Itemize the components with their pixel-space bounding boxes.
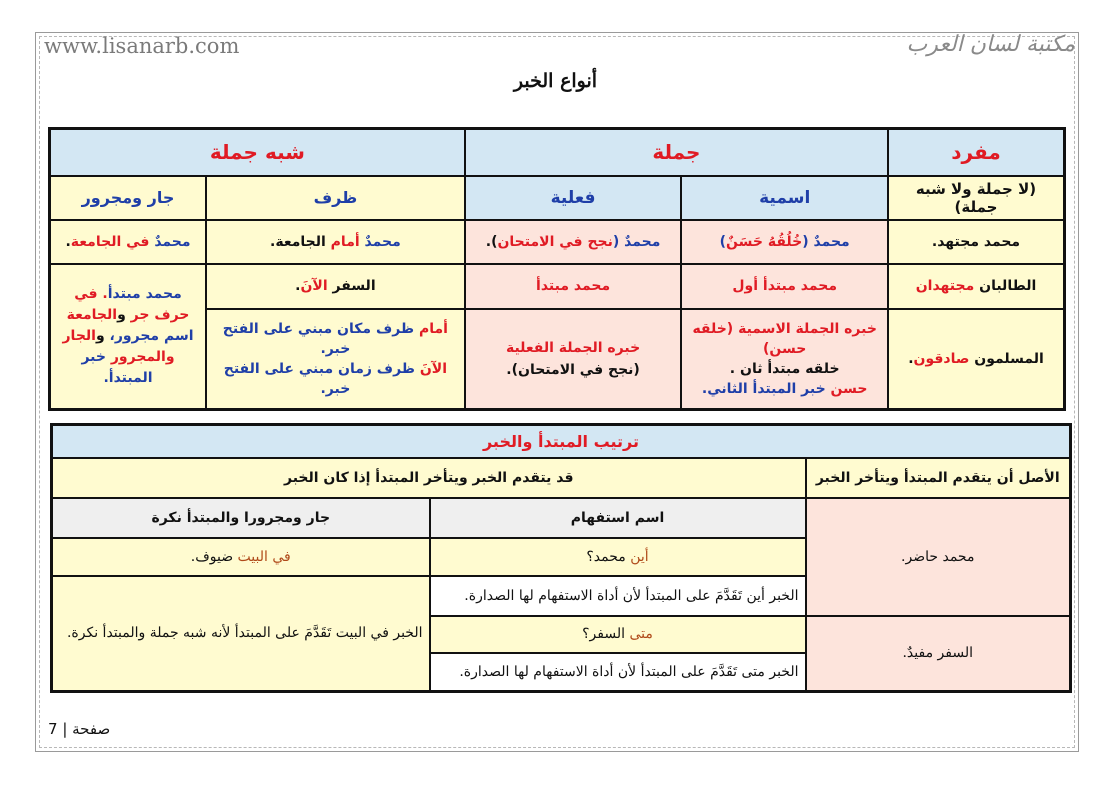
page-title: أنواع الخبر — [513, 70, 598, 92]
prep-phrase-header: جار ومجرور — [50, 176, 207, 220]
verbal-analysis: خبره الجملة الفعلية (نجح في الامتحان). — [465, 309, 682, 410]
table-row — [50, 129, 1065, 176]
prep-explanation: الخبر في البيت تَقَدَّمَ على المبتدأ لأنه شبه جملة والمبتدأ نكرة. — [52, 576, 430, 692]
adverb-example-2: السفر الآنَ. — [206, 264, 465, 309]
question-explanation-2: الخبر متى تَقَدَّمَ على المبتدأ لأن أداة الاستفهام لها الصدارة. — [430, 653, 806, 692]
principle-example-1: محمد حاضر. — [806, 498, 1071, 616]
predicate-types-table — [48, 127, 1066, 411]
page-number: صفحة | 7 — [48, 720, 111, 738]
exception-header: قد يتقدم الخبر ويتأخر المبتدأ إذا كان الخبر — [52, 458, 806, 498]
prep-case-header: جار ومجرورا والمبتدأ نكرة — [52, 498, 430, 538]
site-brand: مكتبة لسان العرب — [906, 32, 1075, 57]
verbal-example-2: محمد مبتدأ — [465, 264, 682, 309]
sentence-header: جملة — [465, 129, 888, 176]
adverb-analysis: أمام ظرف مكان مبني على الفتح خبر. الآنَ ظرف زمان مبني على الفتح خبر. — [206, 309, 465, 410]
site-url: www.lisanarb.com — [44, 34, 240, 58]
nominal-example-1: محمدٌ (خُلُقُهُ حَسَنٌ) — [681, 220, 888, 264]
principle-header: الأصل أن يتقدم المبتدأ ويتأخر الخبر — [806, 458, 1071, 498]
table-row — [50, 176, 1065, 220]
single-header: مفرد — [888, 129, 1065, 176]
question-example-2: متى السفر؟ — [430, 616, 806, 653]
single-example-3: المسلمون صادقون. — [888, 309, 1065, 410]
verbal-header: فعلية — [465, 176, 682, 220]
adverb-header: ظرف — [206, 176, 465, 220]
prep-example-1: محمدٌ في الجامعة. — [50, 220, 207, 264]
single-example-1: محمد مجتهد. — [888, 220, 1065, 264]
adverb-example-1: محمدٌ أمام الجامعة. — [206, 220, 465, 264]
prep-example: في البيت ضيوف. — [52, 538, 430, 576]
order-table — [50, 423, 1072, 693]
question-explanation-1: الخبر أين تَقَدَّمَ على المبتدأ لأن أداة الاستفهام لها الصدارة. — [430, 576, 806, 616]
nominal-analysis: خبره الجملة الاسمية (خلقه حسن) خلقه مبتدأ ثان . حسن خبر المبتدأ الثاني. — [681, 309, 888, 410]
table-row — [50, 220, 1065, 264]
table-row — [52, 498, 1071, 538]
verbal-example-1: محمدٌ (نجح في الامتحان). — [465, 220, 682, 264]
semi-sentence-header: شبه جملة — [50, 129, 465, 176]
order-title: ترتيب المبتدأ والخبر — [52, 425, 1071, 458]
single-example-2: الطالبان مجتهدان — [888, 264, 1065, 309]
question-example-1: أين محمد؟ — [430, 538, 806, 576]
table-row — [50, 264, 1065, 309]
principle-example-2: السفر مفيدٌ. — [806, 616, 1071, 692]
prep-analysis: محمد مبتدأ. في حرف جر والجامعة اسم مجرور، والجار والمجرور خبر المبتدأ. — [50, 264, 207, 410]
table-row — [52, 425, 1071, 458]
question-case-header: اسم استفهام — [430, 498, 806, 538]
single-definition: (لا جملة ولا شبه جملة) — [888, 176, 1065, 220]
nominal-header: اسمية — [681, 176, 888, 220]
nominal-example-2: محمد مبتدأ أول — [681, 264, 888, 309]
table-row — [52, 458, 1071, 498]
